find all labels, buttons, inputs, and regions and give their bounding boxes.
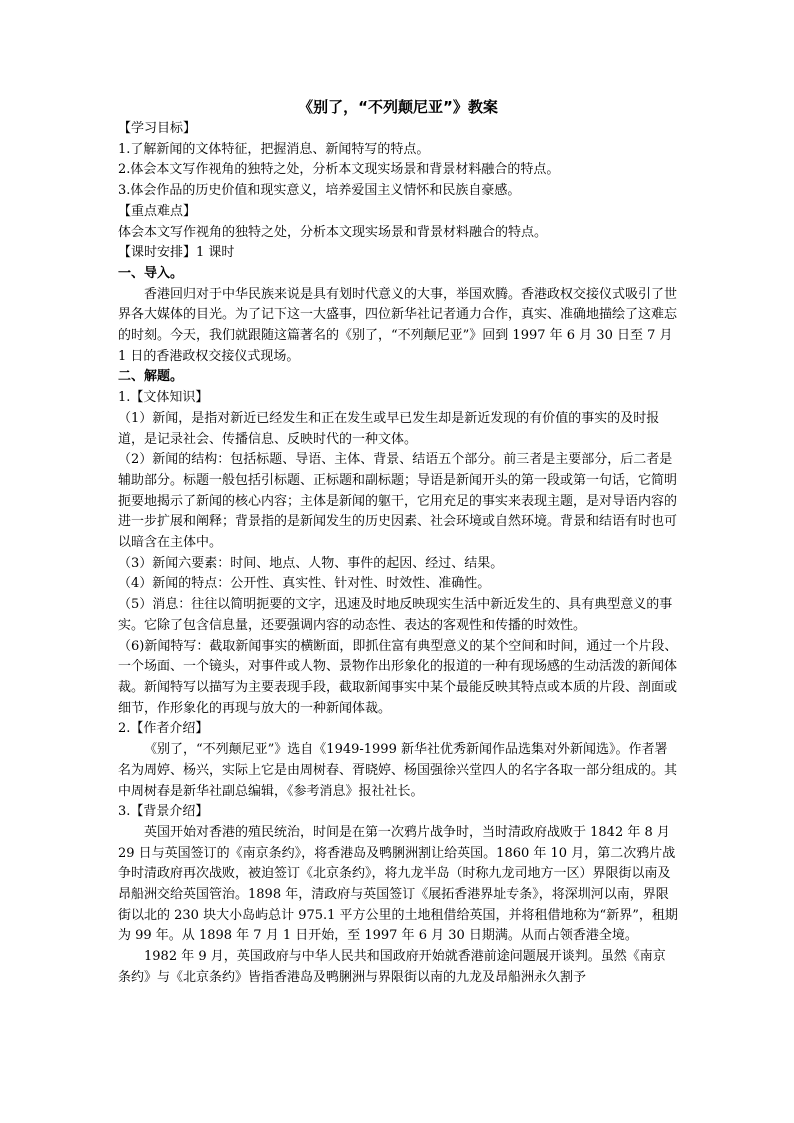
page-title: 《别了，“不列颠尼亚”》教案 — [298, 98, 498, 116]
genre-item: （2）新闻的结构：包括标题、导语、主体、背景、结语五个部分。前三者是主要部分，后二者是辅助部分。标题一般包括引标题、正标题和副标题；导语是新闻开头的第一段或第一句话，它简明扼要地揭示了新闻的核心内容；主体是新闻的躯干，它用充足的事实来表现主题，是对导语内容的进一步扩展和阐释；背景指的是新闻发生的历史因素、社会环境或自然环境。背景和结语有时也可以暗含在主体中。 — [118, 452, 678, 551]
background-paragraph: 1982 年 9 月，英国政府与中华人民共和国政府开始就香港前途问题展开谈判。虽然《南京条约》与《北京条约》皆指香港岛及鸭脷洲与界限街以南的九龙及昂船洲永久割予 — [118, 949, 666, 985]
schedule-heading: 【课时安排】 — [118, 245, 197, 261]
schedule-line — [118, 243, 678, 264]
genre-item: （3）新闻六要素：时间、地点、人物、事件的起因、经过、结果。 — [118, 555, 504, 571]
genre-item: （4）新闻的特点：公开性、真实性、针对性、时效性、准确性。 — [118, 576, 491, 592]
author-heading: 2.【作者介绍】 — [118, 721, 209, 737]
objective-item: 1.了解新闻的文体特征，把握消息、新闻特写的特点。 — [118, 141, 430, 157]
background-heading: 3.【背景介绍】 — [118, 804, 209, 820]
author-text: 《别了，“不列颠尼亚”》选自《1949-1999 新华社优秀新闻作品选集对外新闻选》。作者署名为周婷、杨兴，实际上它是由周树春、胥晓婷、杨国强徐兴堂四人的名字各取一部分组成的。其中周树春是新华社副总编辑，《参考消息》报社社长。 — [118, 742, 678, 799]
section1-heading: 一、导入。 — [118, 265, 184, 281]
lesson-plan-page — [118, 96, 678, 989]
objective-item: 2.体会本文写作视角的独特之处，分析本文现实场景和背景材料融合的特点。 — [118, 162, 560, 178]
genre-item: （6)新闻特写：截取新闻事实的横断面，即抓住富有典型意义的某个空间和时间，通过一个片段、一个场面、一个镜头，对事件或人物、景物作出形象化的报道的一种有现场感的生动活泼的新闻体裁。新闻特写以描写为主要表现手段，截取新闻事实中某个最能反映其特点或本质的片段、剖面或细节，作形象化的再现与放大的一种新闻体裁。 — [118, 638, 678, 716]
schedule-value: 1 课时 — [196, 245, 235, 261]
objectives-heading: 【学习目标】 — [118, 121, 197, 136]
genre-heading: 1.【文体知识】 — [118, 390, 209, 406]
section2-heading: 二、解题。 — [118, 369, 184, 385]
genre-item: （1）新闻，是指对新近已经发生和正在发生或早已发生却是新近发现的有价值的事实的及时报道，是记录社会、传播信息、反映时代的一种文体。 — [118, 410, 660, 447]
objective-item: 3.体会作品的历史价值和现实意义，培养爱国主义情怀和民族自豪感。 — [118, 183, 521, 199]
section1-text: 香港回归对于中华民族来说是具有划时代意义的大事，举国欢腾。香港政权交接仪式吸引了世界各大媒体的目光。为了记下这一大盛事，四位新华社记者通力合作，真实、准确地描绘了这难忘的时刻。今天，我们就跟随这篇著名的《别了，“不列颠尼亚”》回到 1997 年 6 月 30 日至 7 月 1 日的香港政权交接仪式现场。 — [118, 286, 678, 364]
background-paragraph: 英国开始对香港的殖民统治，时间是在第一次鸦片战争时，当时清政府战败于 1842 年 8 月 29 日与英国签订的《南京条约》，将香港岛及鸭脷洲割让给英国。1860 年 10 月，第二次鸦片战争时清政府再次战败，被迫签订《北京条约》，将九龙半岛（时称九龙司地方一区）界限街以南及昂船洲交给英国管治。1898 年，清政府与英国签订《展拓香港界址专条》，将深圳河以南，界限街以北的 230 块大小岛屿总计 975.1 平方公里的土地租借给英国，并将租借地称为“新界”，租期为 99 年。从 1898 年 7 月 1 日开始，至 1997 年 6 月 30 日期满。从而占领香港全境。 — [118, 824, 678, 944]
genre-item: （5）消息：往往以简明扼要的文字，迅速及时地反映现实生活中新近发生的、具有典型意义的事实。它除了包含信息量，还要强调内容的动态性、表达的客观性和传播的时效性。 — [118, 597, 673, 633]
key-points-text: 体会本文写作视角的独特之处，分析本文现实场景和背景材料融合的特点。 — [118, 224, 548, 240]
key-points-heading: 【重点难点】 — [118, 203, 197, 219]
